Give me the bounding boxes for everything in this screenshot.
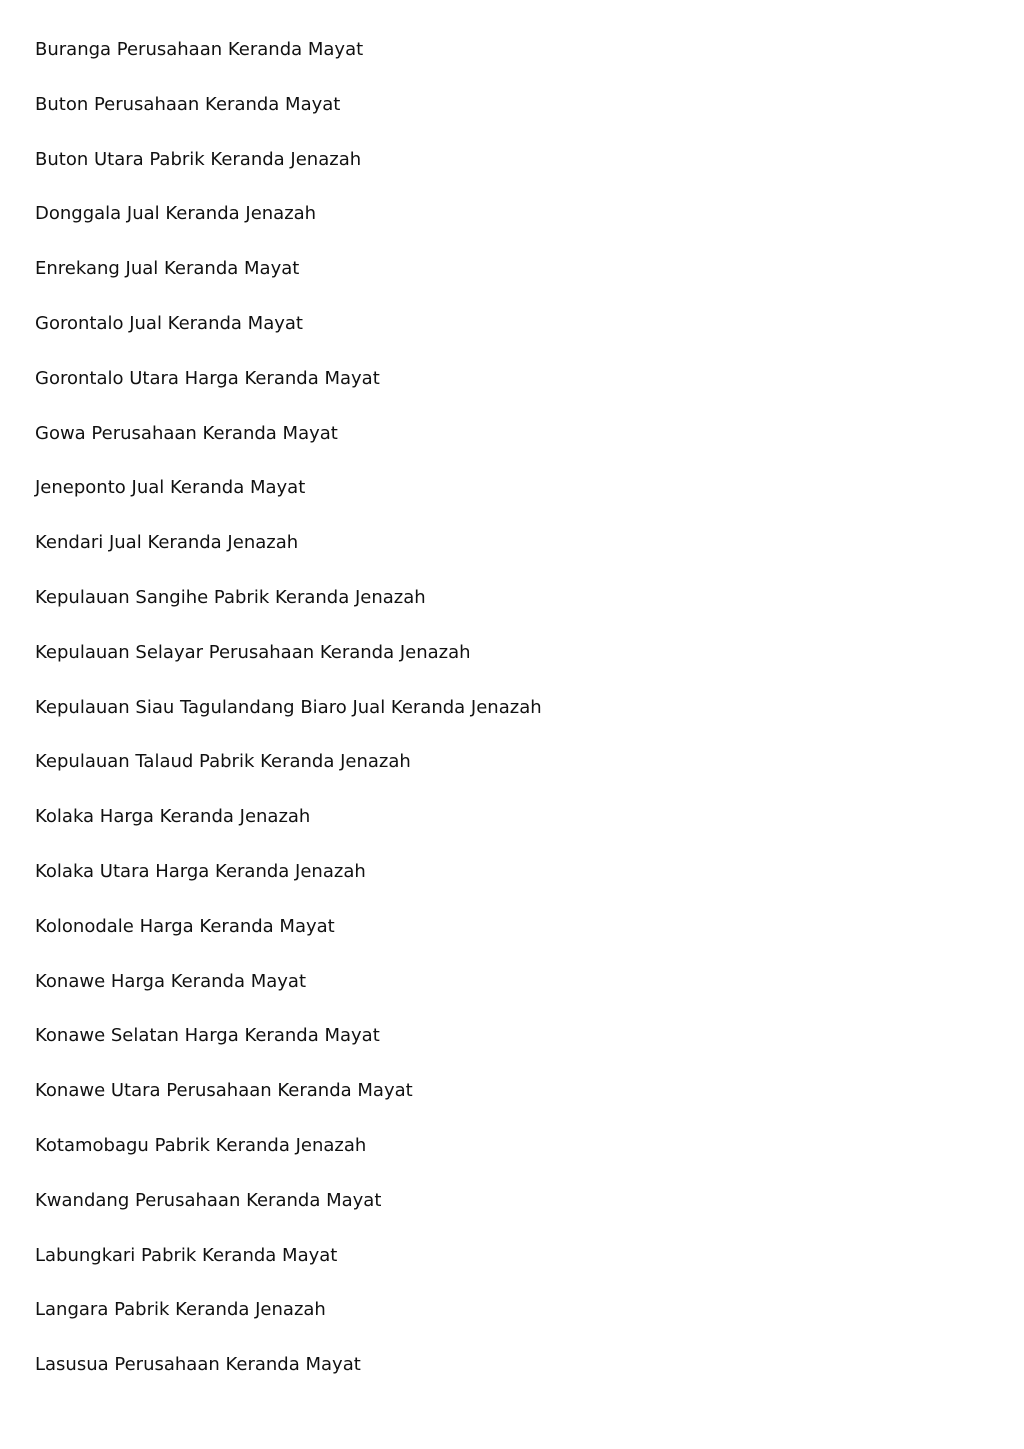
list-item: Enrekang Jual Keranda Mayat — [35, 258, 300, 280]
list-item: Kotamobagu Pabrik Keranda Jenazah — [35, 1134, 367, 1156]
list-item: Jeneponto Jual Keranda Mayat — [35, 477, 306, 499]
list-item: Kolaka Harga Keranda Jenazah — [35, 806, 311, 828]
text-list — [35, 36, 542, 1406]
list-item: Konawe Selatan Harga Keranda Mayat — [35, 1025, 380, 1047]
list-item: Buton Utara Pabrik Keranda Jenazah — [35, 148, 362, 170]
list-item: Labungkari Pabrik Keranda Mayat — [35, 1244, 338, 1266]
list-item: Buranga Perusahaan Keranda Mayat — [35, 39, 364, 60]
list-item: Kepulauan Sangihe Pabrik Keranda Jenazah — [35, 586, 426, 608]
list-item: Kendari Jual Keranda Jenazah — [35, 532, 299, 554]
list-item: Donggala Jual Keranda Jenazah — [35, 203, 317, 225]
list-item: Langara Pabrik Keranda Jenazah — [35, 1299, 326, 1321]
list-item: Buton Perusahaan Keranda Mayat — [35, 93, 341, 115]
list-item: Lasusua Perusahaan Keranda Mayat — [35, 1354, 361, 1376]
list-item: Gorontalo Utara Harga Keranda Mayat — [35, 367, 380, 389]
list-item: Konawe Utara Perusahaan Keranda Mayat — [35, 1080, 413, 1102]
list-item: Gowa Perusahaan Keranda Mayat — [35, 422, 338, 444]
list-item: Kolonodale Harga Keranda Mayat — [35, 915, 335, 937]
list-item: Kepulauan Siau Tagulandang Biaro Jual Keranda Jenazah — [35, 696, 542, 718]
list-item: Kolaka Utara Harga Keranda Jenazah — [35, 860, 366, 882]
list-item: Gorontalo Jual Keranda Mayat — [35, 312, 303, 334]
list-item: Kepulauan Talaud Pabrik Keranda Jenazah — [35, 751, 411, 773]
list-item: Kwandang Perusahaan Keranda Mayat — [35, 1189, 382, 1211]
list-item: Konawe Harga Keranda Mayat — [35, 970, 307, 992]
list-item: Kepulauan Selayar Perusahaan Keranda Jenazah — [35, 641, 471, 663]
